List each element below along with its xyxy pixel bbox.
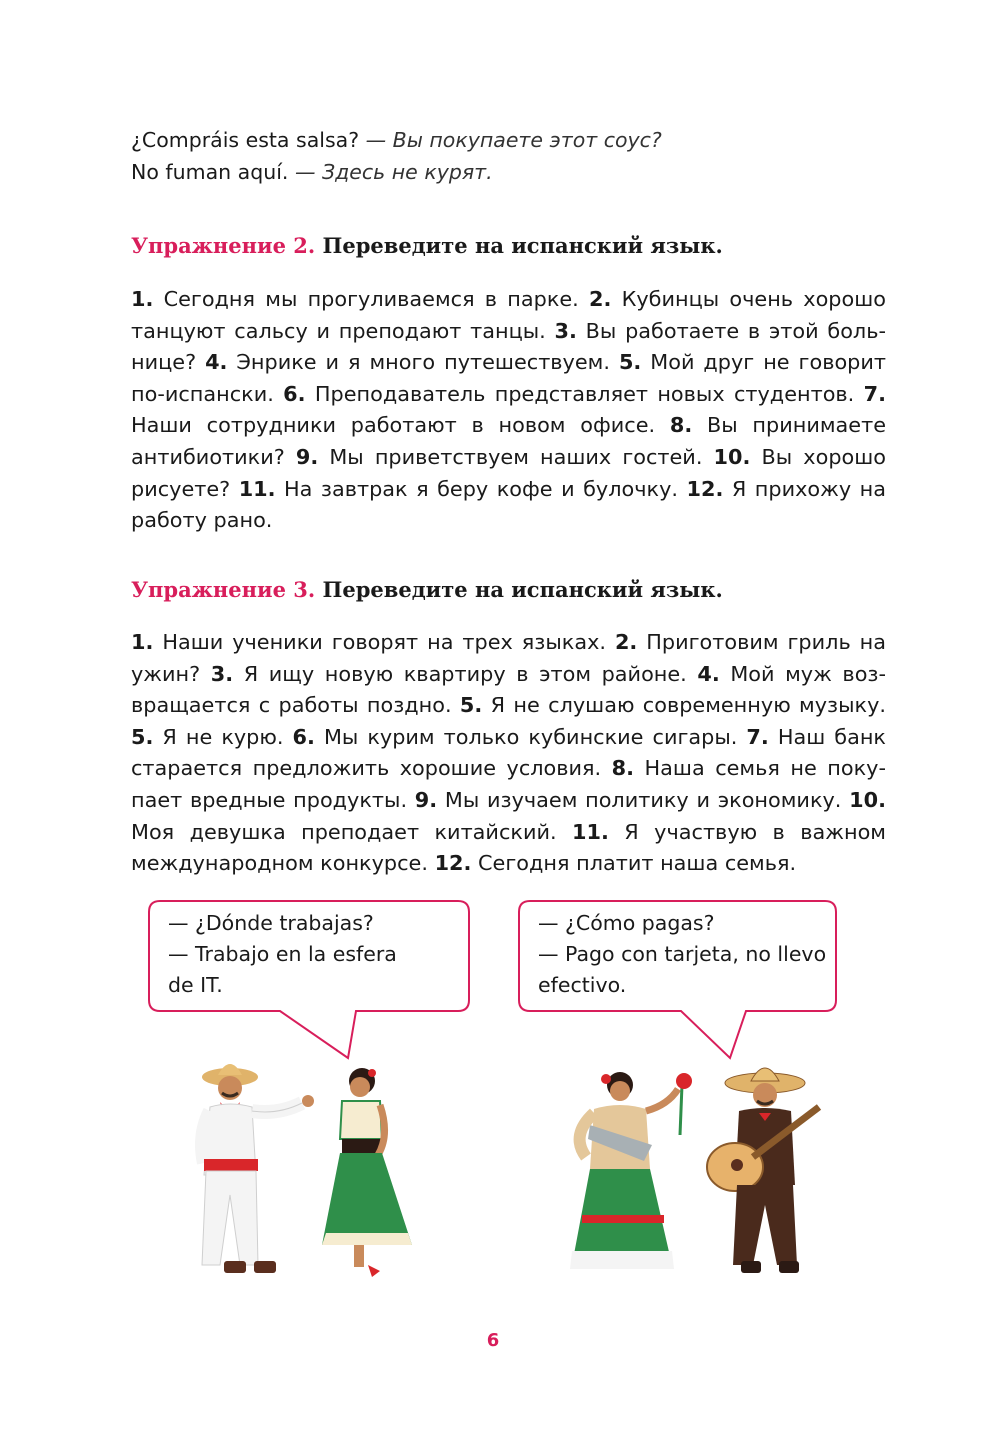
item-sentence: Наши ученики говорят на трех языках. [153, 630, 615, 654]
item-sentence: Вы хорошо рисуете? [131, 444, 886, 501]
exercise-3-instruction: Переведите на испанский язык. [322, 577, 723, 602]
item-number: 12. [686, 476, 724, 501]
exercise-3-label: Упражнение 3. [131, 577, 316, 602]
exercise-2-heading [131, 233, 723, 258]
item-sentence: Я не курю. [153, 724, 293, 749]
dialogue-line: — Trabajo en la esfera [168, 942, 397, 966]
item-sentence: На завтрак я беру кофе и булочку. [275, 476, 687, 501]
dialogue-text [168, 908, 456, 1001]
dialogue-line: — ¿Dónde trabajas? [168, 911, 374, 935]
item-number: 4. [697, 661, 720, 686]
item-sentence: Моя девушка преподает китайский. [131, 819, 573, 844]
item-number: 8. [669, 413, 693, 438]
woman-with-rose-illustration [560, 1065, 700, 1280]
item-sentence: Сегодня мы прогуливаемся в парке. [153, 287, 589, 311]
example-russian: — Здесь не курят. [294, 160, 493, 184]
item-sentence: Мы курим только кубинские сигары. [314, 724, 747, 749]
item-number: 1. [131, 630, 154, 654]
item-number: 10. [713, 444, 751, 469]
exercise-3-text [131, 627, 886, 880]
item-number: 6. [292, 724, 315, 749]
item-number: 9. [295, 444, 319, 469]
example-russian: — Вы покупаете этот соус? [365, 128, 662, 152]
exercise-2-instruction: Переведите на испанский язык. [322, 233, 723, 258]
speech-bubble-right [518, 900, 838, 1012]
item-sentence: Мы приветствуем наших гостей. [318, 444, 714, 469]
item-number: 5. [131, 724, 154, 749]
item-sentence: Наша семья не покупает вредные продукты. [131, 756, 886, 812]
item-sentence: Наши сотрудники работают в новом офисе. [131, 413, 670, 438]
exercise-2-text [131, 284, 886, 537]
exercise-2-label: Упражнение 2. [131, 233, 316, 258]
mexican-man-illustration [190, 1055, 330, 1285]
item-number: 9. [414, 787, 438, 812]
exercise-3-heading [131, 577, 723, 602]
dialogue-line: — ¿Cómo pagas? [538, 911, 715, 935]
item-sentence: Мой муж возвращается с работы поздно. [131, 661, 886, 718]
item-number: 2. [614, 630, 638, 654]
item-sentence: Сегодня платит наша семья. [471, 851, 797, 876]
item-number: 10. [849, 787, 886, 812]
item-sentence: Вы работаете в этой больнице? [131, 318, 886, 375]
item-number: 4. [205, 350, 228, 375]
page-number: 6 [486, 1330, 500, 1351]
example-line [131, 160, 493, 184]
item-number: 5. [618, 350, 642, 375]
mexican-woman-illustration [320, 1065, 430, 1285]
mariachi-illustration [695, 1055, 835, 1285]
item-number: 2. [589, 287, 612, 311]
item-number: 6. [283, 381, 306, 406]
item-sentence: Наш банк старается предложить хорошие условия. [131, 724, 886, 781]
item-number: 1. [131, 287, 154, 311]
dialogue-line: de IT. [168, 973, 223, 997]
speech-bubble-left [148, 900, 470, 1012]
dialogue-line: — Pago con tarjeta, no llevo [538, 942, 827, 966]
item-sentence: Я не слушаю современную музыку. [482, 693, 886, 718]
item-sentence: Приготовим гриль на ужин? [131, 630, 886, 686]
item-number: 11. [572, 819, 609, 844]
item-number: 3. [554, 318, 577, 343]
item-sentence: Преподаватель представляет новых студентов. [305, 381, 864, 406]
item-number: 11. [238, 476, 276, 501]
item-number: 3. [210, 661, 234, 686]
item-sentence: Я прихожу на работу рано. [131, 476, 887, 533]
example-spanish: ¿Compráis esta salsa? [131, 128, 360, 152]
item-sentence: Я ищу новую квартиру в этом районе. [233, 661, 698, 686]
item-sentence: Энрике и я много путешествуем. [227, 350, 619, 375]
item-sentence: Кубинцы очень хорошо танцуют сальсу и преподают танцы. [131, 287, 886, 343]
dialogue-text [538, 908, 827, 1001]
dialogue-line: efectivo. [538, 973, 627, 997]
item-number: 5. [459, 693, 483, 718]
item-sentence: Вы принимаете антибиотики? [131, 413, 886, 469]
item-number: 7. [746, 724, 769, 749]
item-number: 7. [863, 381, 886, 406]
item-sentence: Мой друг не говорит по-испански. [131, 350, 887, 406]
item-sentence: Мы изучаем политику и экономику. [437, 787, 850, 812]
item-sentence: Я участвую в важном международном конкурсе. [131, 819, 886, 876]
item-number: 12. [434, 851, 472, 876]
example-spanish: No fuman aquí. [131, 160, 289, 184]
item-number: 8. [611, 756, 635, 781]
example-line [131, 128, 662, 152]
